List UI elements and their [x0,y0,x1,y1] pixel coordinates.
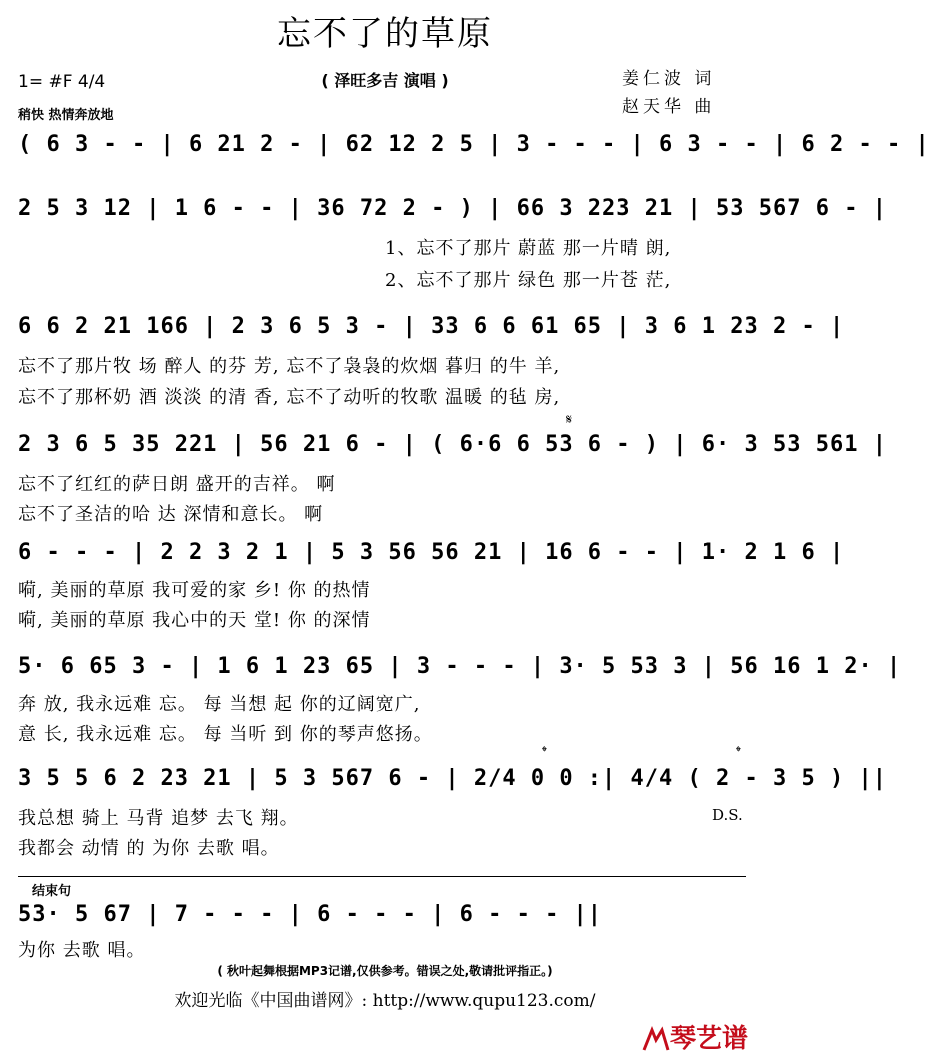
lyric-line: 我都会 动情 的 为你 去歌 唱。 [18,838,280,859]
lyric-line: 意 长, 我永远难 忘。 每 当听 到 你的琴声悠扬。 [18,724,433,745]
lyric-line: 忘不了那片牧 场 醉人 的芬 芳, 忘不了袅袅的炊烟 暮归 的牛 羊, [18,356,561,377]
composer-credit: 赵天华 曲 [622,97,716,117]
notation-row: 6 6 2 21 166 | 2 3 6 5 3 - | 33 6 6 61 65 | 3 6 1 23 2 - | [18,314,845,339]
logo-text: 琴艺谱 [670,1024,749,1054]
lyric-line: 2、忘不了那片 绿色 那一片苍 茫, [385,270,672,291]
key-signature: 1= #F 4/4 [18,72,106,92]
notation-row: 2 5 3 12 | 1 6 - - | 36 72 2 - ) | 66 3 223 21 | 53 567 6 - | [18,196,887,221]
ending-label: 结束句 [32,884,72,899]
lyric-line: 忘不了圣洁的哈 达 深情和意长。 啊 [18,504,324,525]
lyric-line: 嗬, 美丽的草原 我心中的天 堂! 你 的深情 [18,610,371,631]
lyric-line: 忘不了那杯奶 酒 淡淡 的清 香, 忘不了动听的牧歌 温暖 的毡 房, [18,387,561,408]
lyric-line: 我总想 骑上 马背 追梦 去飞 翔。 [18,808,299,829]
lyric-line: 为你 去歌 唱。 [18,940,146,961]
lyricist-credit: 姜仁波 词 [622,69,716,89]
site-logo [640,1018,748,1055]
segno-icon: 𝄋 [566,412,573,428]
lyric-line: 忘不了红红的萨日朗 盛开的吉祥。 啊 [18,474,336,495]
page-title: 忘不了的草原 [277,14,493,54]
notation-row: 3 5 5 6 2 23 21 | 5 3 567 6 - | 2/4 0 0 :| 4/4 ( 2 - 3 5 ) || [18,766,887,791]
dal-segno-mark: D.S. [712,806,743,824]
notation-row: 2 3 6 5 35 221 | 56 21 6 - | ( 6·6 6 53 6 - ) | 6· 3 53 561 | [18,432,887,457]
ending-bracket [18,876,746,877]
notation-row: 53· 5 67 | 7 - - - | 6 - - - | 6 - - - || [18,902,603,927]
notation-row: 5· 6 65 3 - | 1 6 1 23 65 | 3 - - - | 3· 5 53 3 | 56 16 1 2· | [18,654,902,679]
lyric-line: 嗬, 美丽的草原 我可爱的家 乡! 你 的热情 [18,580,371,601]
coda-icon: 𝄌 [736,744,741,760]
performer: ( 泽旺多吉 演唱 ) [321,71,449,90]
lyric-line: 奔 放, 我永远难 忘。 每 当想 起 你的辽阔宽广, [18,694,421,715]
notation-row: 6 - - - | 2 2 3 2 1 | 5 3 56 56 21 | 16 6 - - | 1· 2 1 6 | [18,540,845,565]
notation-row: ( 6 3 - - | 6 21 2 - | 62 12 2 5 | 3 - - - | 6 3 - - | 6 2 - - | [18,132,930,157]
website-link[interactable]: 欢迎光临《中国曲谱网》: http://www.qupu123.com/ [174,991,596,1011]
lyric-line: 1、忘不了那片 蔚蓝 那一片晴 朗, [385,238,672,259]
transcriber-note: ( 秋叶起舞根据MP3记谱,仅供参考。错误之处,敬请批评指正。) [217,964,553,978]
tempo-marking: 稍快 热情奔放地 [18,108,114,123]
logo-mark-icon [640,1026,670,1054]
coda-icon: 𝄌 [542,744,547,760]
